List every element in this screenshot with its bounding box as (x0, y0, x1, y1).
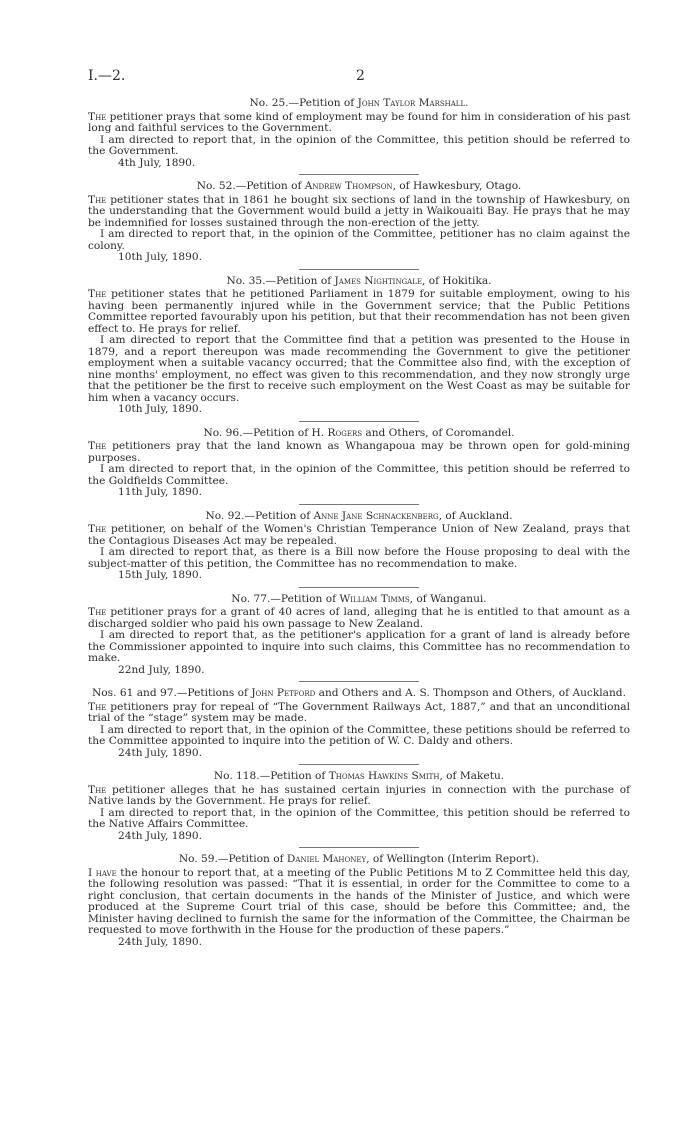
committee-report: I am directed to report that, in the opinion of the Committee, this petition should be referred to the Government. (88, 133, 630, 157)
section-divider (299, 764, 419, 765)
committee-report: I am directed to report that, as the petitioner's application for a grant of land is already before the Commissioner appointed to inquire into such claims, this Committee has no recommendation to make. (88, 629, 630, 664)
petition-entry (88, 276, 630, 422)
petition-body: The petitioner alleges that he has sustained certain injuries in connection with the purchase of Native lands by the Government. He prays for relief. (88, 783, 630, 807)
petition-title: No. 96.—Petition of H. Rogers and Others, of Coromandel. (203, 426, 515, 439)
report-date: 11th July, 1890. (118, 486, 203, 498)
petition-entry (88, 511, 630, 588)
section-divider (299, 504, 419, 505)
petition-entry (88, 594, 630, 683)
committee-report: I am directed to report that, in the opinion of the Committee, this petition should be referred to the Goldfields Committee. (88, 463, 630, 487)
petition-entry (88, 854, 630, 948)
petition-body: The petitioner prays that some kind of employment may be found for him in consideration of his past long and faithful services to the Government. (88, 110, 630, 134)
petitions-list (88, 98, 630, 951)
section-divider (299, 421, 419, 422)
petition-entry (88, 181, 630, 270)
page-number: 2 (356, 68, 365, 84)
report-date: 24th July, 1890. (118, 746, 203, 759)
petition-title: No. 52.—Petition of Andrew Thompson, of Hawkesbury, Otago. (196, 180, 522, 192)
section-divider (299, 269, 419, 270)
petition-entry (88, 771, 630, 848)
report-date: 24th July, 1890. (118, 935, 203, 948)
petition-title: No. 59.—Petition of Daniel Mahoney, of Wellington (Interim Report). (178, 853, 540, 865)
section-divider (299, 681, 419, 682)
petition-body: The petitioners pray for repeal of “The Government Railways Act, 1887,” and that an unconditional trial of the “stage” system may be made. (88, 700, 630, 724)
petition-body: The petitioner prays for a grant of 40 acres of land, alleging that he is entitled to that amount as a discharged soldier who paid his own passage to New Zealand. (88, 606, 630, 630)
page-header (88, 68, 630, 88)
committee-report: I am directed to report that, in the opinion of the Committee, this petition should be referred to the Native Affairs Committee. (88, 806, 630, 830)
report-date: 15th July, 1890. (118, 569, 203, 581)
petition-entry (88, 428, 630, 505)
petition-title: No. 25.—Petition of John Taylor Marshall. (249, 97, 469, 109)
report-date: 24th July, 1890. (118, 829, 203, 842)
committee-report: I am directed to report that, in the opinion of the Committee, petitioner has no claim against the colony. (88, 228, 630, 252)
section-divider (299, 587, 419, 588)
petition-entry (88, 688, 630, 765)
petition-title: No. 118.—Petition of Thomas Hawkins Smith, of Maketu. (213, 770, 505, 782)
petition-body: The petitioner, on behalf of the Women's Christian Temperance Union of New Zealand, prays that the Contagious Diseases Act may be repealed. (88, 523, 630, 547)
report-date: 10th July, 1890. (118, 251, 203, 263)
report-date: 22nd July, 1890. (118, 663, 205, 676)
petition-body: The petitioner states that in 1861 he bought six sections of land in the township of Hawkesbury, on the understanding that the Government would build a jetty in Waikouaiti Bay. He prays that he may be indemnified for losses sustained through the non-erection of the jetty. (88, 193, 630, 229)
petition-body: I have the honour to report that, at a meeting of the Public Petitions M to Z Committee held this day, the following resolution was passed: “That it is essential, in order for the Committee to come to a right conclusion, that certain documents in the hands of the Minister of Justice, and which were produced at the Supreme Court trial of this case, should be before this Committee; and, the Minister having declined to furnish the same for the information of the Committee, the Chairman be requested to move forthwith in the House for the production of these papers.” (88, 866, 630, 936)
paper-reference: I.—2. (88, 68, 126, 84)
report-date: 10th July, 1890. (118, 403, 203, 415)
section-divider (299, 847, 419, 848)
petition-title: No. 92.—Petition of Anne Jane Schnackenberg, of Auckland. (205, 509, 513, 522)
petition-entry (88, 98, 630, 175)
petition-title: No. 77.—Petition of William Timms, of Wanganui. (231, 592, 487, 605)
petition-body: The petitioner states that he petitioned Parliament in 1879 for suitable employment, owing to his having been permanently injured while in the Government service; that the Public Petitions Committee reported favourably upon his petition, but that their recommendation has not been given effect to. He prays for relief. (88, 288, 630, 335)
petition-title: No. 35.—Petition of James Nightingale, of Hokitika. (226, 274, 492, 287)
section-divider (299, 174, 419, 175)
report-date: 4th July, 1890. (118, 156, 196, 169)
petition-title: Nos. 61 and 97.—Petitions of John Petford and Others and A. S. Thompson and Others, of Auckland. (92, 687, 626, 699)
petition-body: The petitioners pray that the land known as Whangapoua may be thrown open for gold-mining purposes. (88, 440, 630, 464)
committee-report: I am directed to report that, in the opinion of the Committee, these petitions should be referred to the Committee appointed to inquire into the petition of W. C. Daldy and others. (88, 723, 630, 747)
committee-report: I am directed to report that the Committee find that a petition was presented to the House in 1879, and a report thereupon was made recommending the Government to give the petitioner employment when a suitable vacancy occurred; that the Committee also find, with the exception of nine months' employment, no effect was given to this recommendation, and they now strongly urge that the petitioner be the first to receive such employment on the West Coast as may be suitable for him when a vacancy occurs. (88, 334, 630, 404)
committee-report: I am directed to report that, as there is a Bill now before the House proposing to deal with the subject-matter of this petition, the Committee has no recommendation to make. (88, 546, 630, 570)
